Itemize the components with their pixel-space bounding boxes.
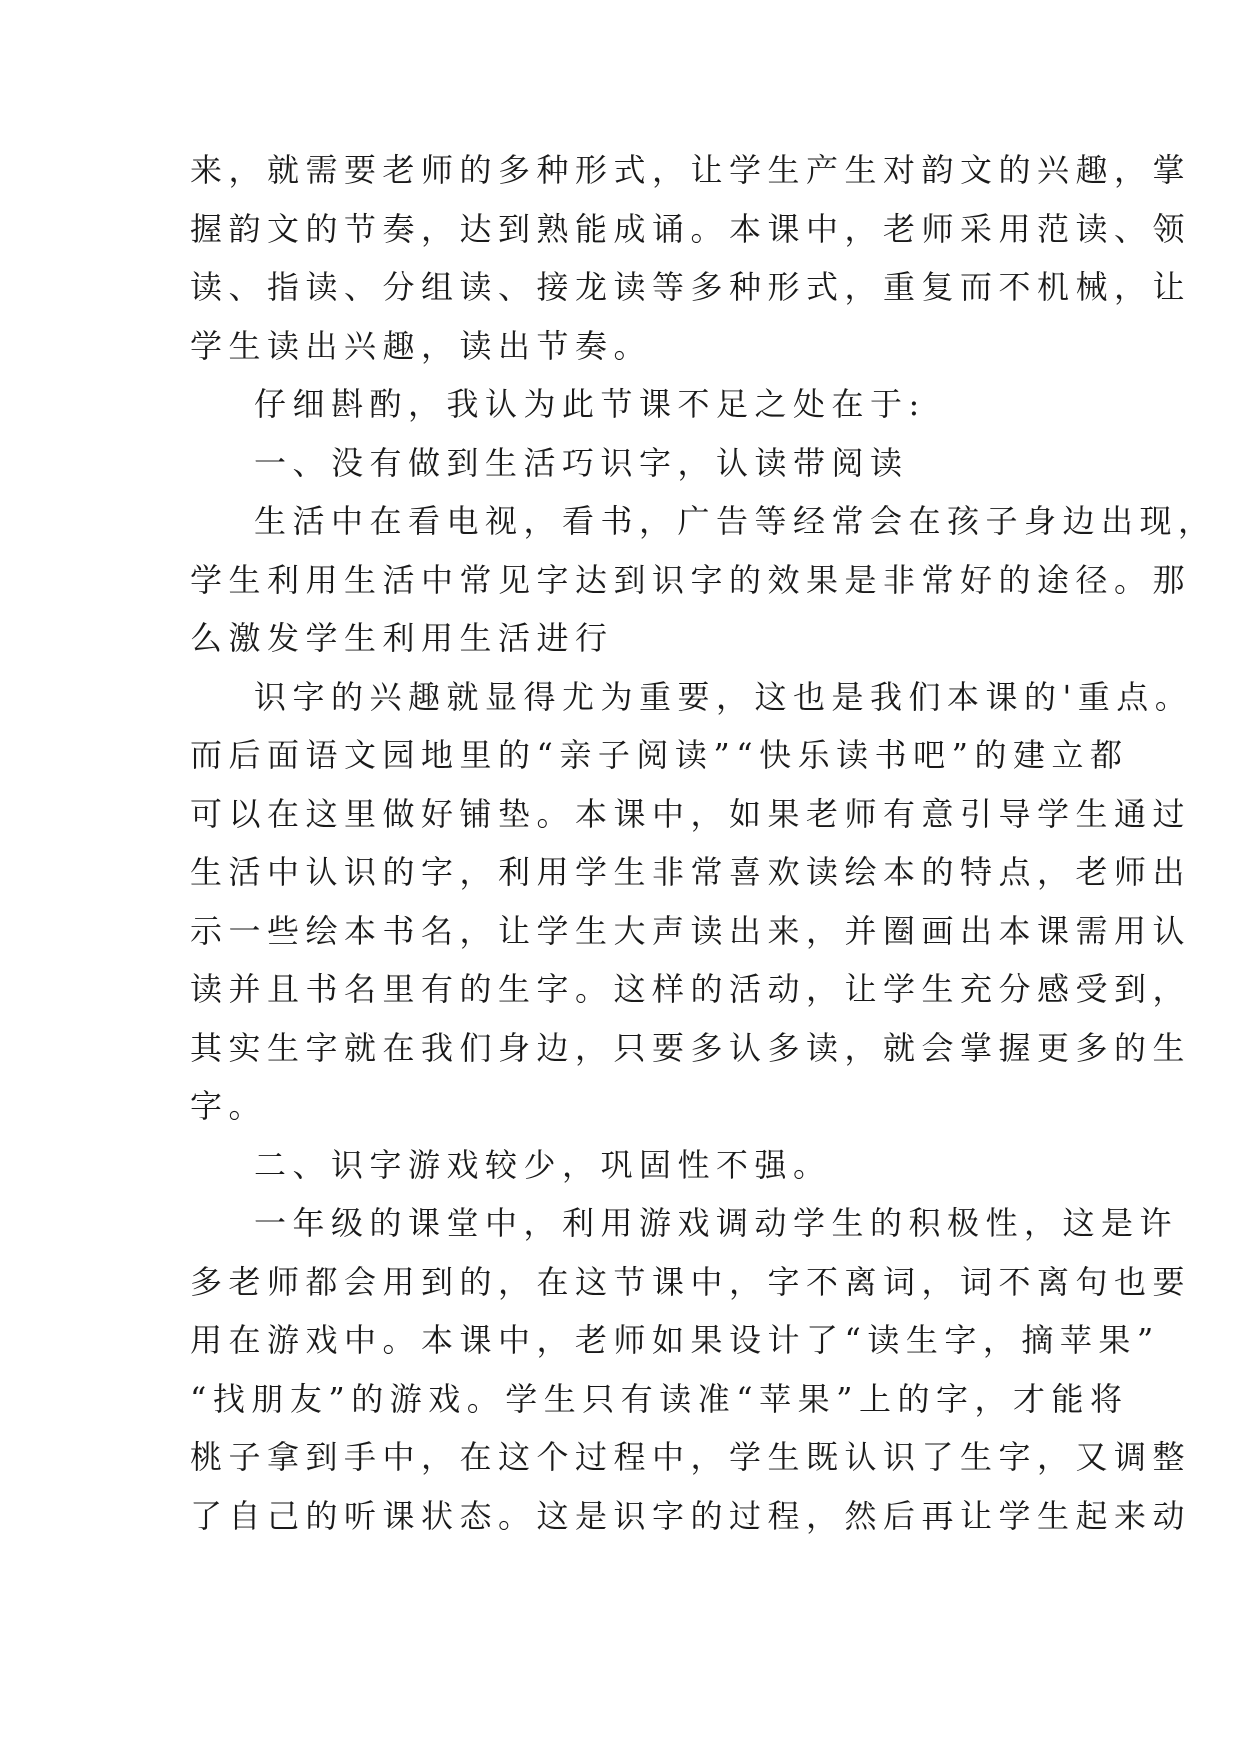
text-line: 桃子拿到手中，在这个过程中，学生既认识了生字，又调整 bbox=[190, 1438, 1192, 1476]
text-line: 其实生字就在我们身边，只要多认多读，就会掌握更多的生 bbox=[190, 1029, 1192, 1067]
text-line: 一年级的课堂中，利用游戏调动学生的积极性，这是许 bbox=[254, 1204, 1179, 1242]
section-heading: 二、识字游戏较少，巩固性不强。 bbox=[254, 1146, 832, 1184]
text-line: 学生利用生活中常见字达到识字的效果是非常好的途径。那 bbox=[190, 561, 1192, 599]
text-line: 多老师都会用到的，在这节课中，字不离词，词不离句也要 bbox=[190, 1263, 1192, 1301]
text-line: 而后面语文园地里的“亲子阅读”“快乐读书吧”的建立都 bbox=[190, 736, 1129, 774]
text-line: 学生读出兴趣，读出节奏。 bbox=[190, 327, 653, 365]
text-line: 用在游戏中。本课中，老师如果设计了“读生字，摘苹果” bbox=[190, 1321, 1160, 1359]
text-line: 读、指读、分组读、接龙读等多种形式，重复而不机械，让 bbox=[190, 268, 1192, 306]
text-line: 仔细斟酌，我认为此节课不足之处在于: bbox=[254, 385, 926, 423]
text-line: 么激发学生利用生活进行 bbox=[190, 619, 614, 657]
text-line: 示一些绘本书名，让学生大声读出来，并圈画出本课需用认 bbox=[190, 912, 1192, 950]
text-line: 读并且书名里有的生字。这样的活动，让学生充分感受到， bbox=[190, 970, 1192, 1008]
text-line: 可以在这里做好铺垫。本课中，如果老师有意引导学生通过 bbox=[190, 795, 1192, 833]
text-line: 字。 bbox=[190, 1087, 268, 1125]
text-line: 生活中在看电视，看书，广告等经常会在孩子身边出现， bbox=[254, 502, 1217, 540]
text-line: 来，就需要老师的多种形式，让学生产生对韵文的兴趣，掌 bbox=[190, 151, 1192, 189]
text-line: 了自己的听课状态。这是识字的过程，然后再让学生起来动 bbox=[190, 1497, 1192, 1535]
text-line: 生活中认识的字，利用学生非常喜欢读绘本的特点，老师出 bbox=[190, 853, 1192, 891]
section-heading: 一、没有做到生活巧识字，认读带阅读 bbox=[254, 444, 909, 482]
text-line: 握韵文的节奏，达到熟能成诵。本课中，老师采用范读、领 bbox=[190, 210, 1192, 248]
text-line: 识字的兴趣就显得尤为重要，这也是我们本课的'重点。 bbox=[254, 678, 1194, 716]
text-line: “找朋友”的游戏。学生只有读准“苹果”上的字，才能将 bbox=[190, 1380, 1129, 1418]
